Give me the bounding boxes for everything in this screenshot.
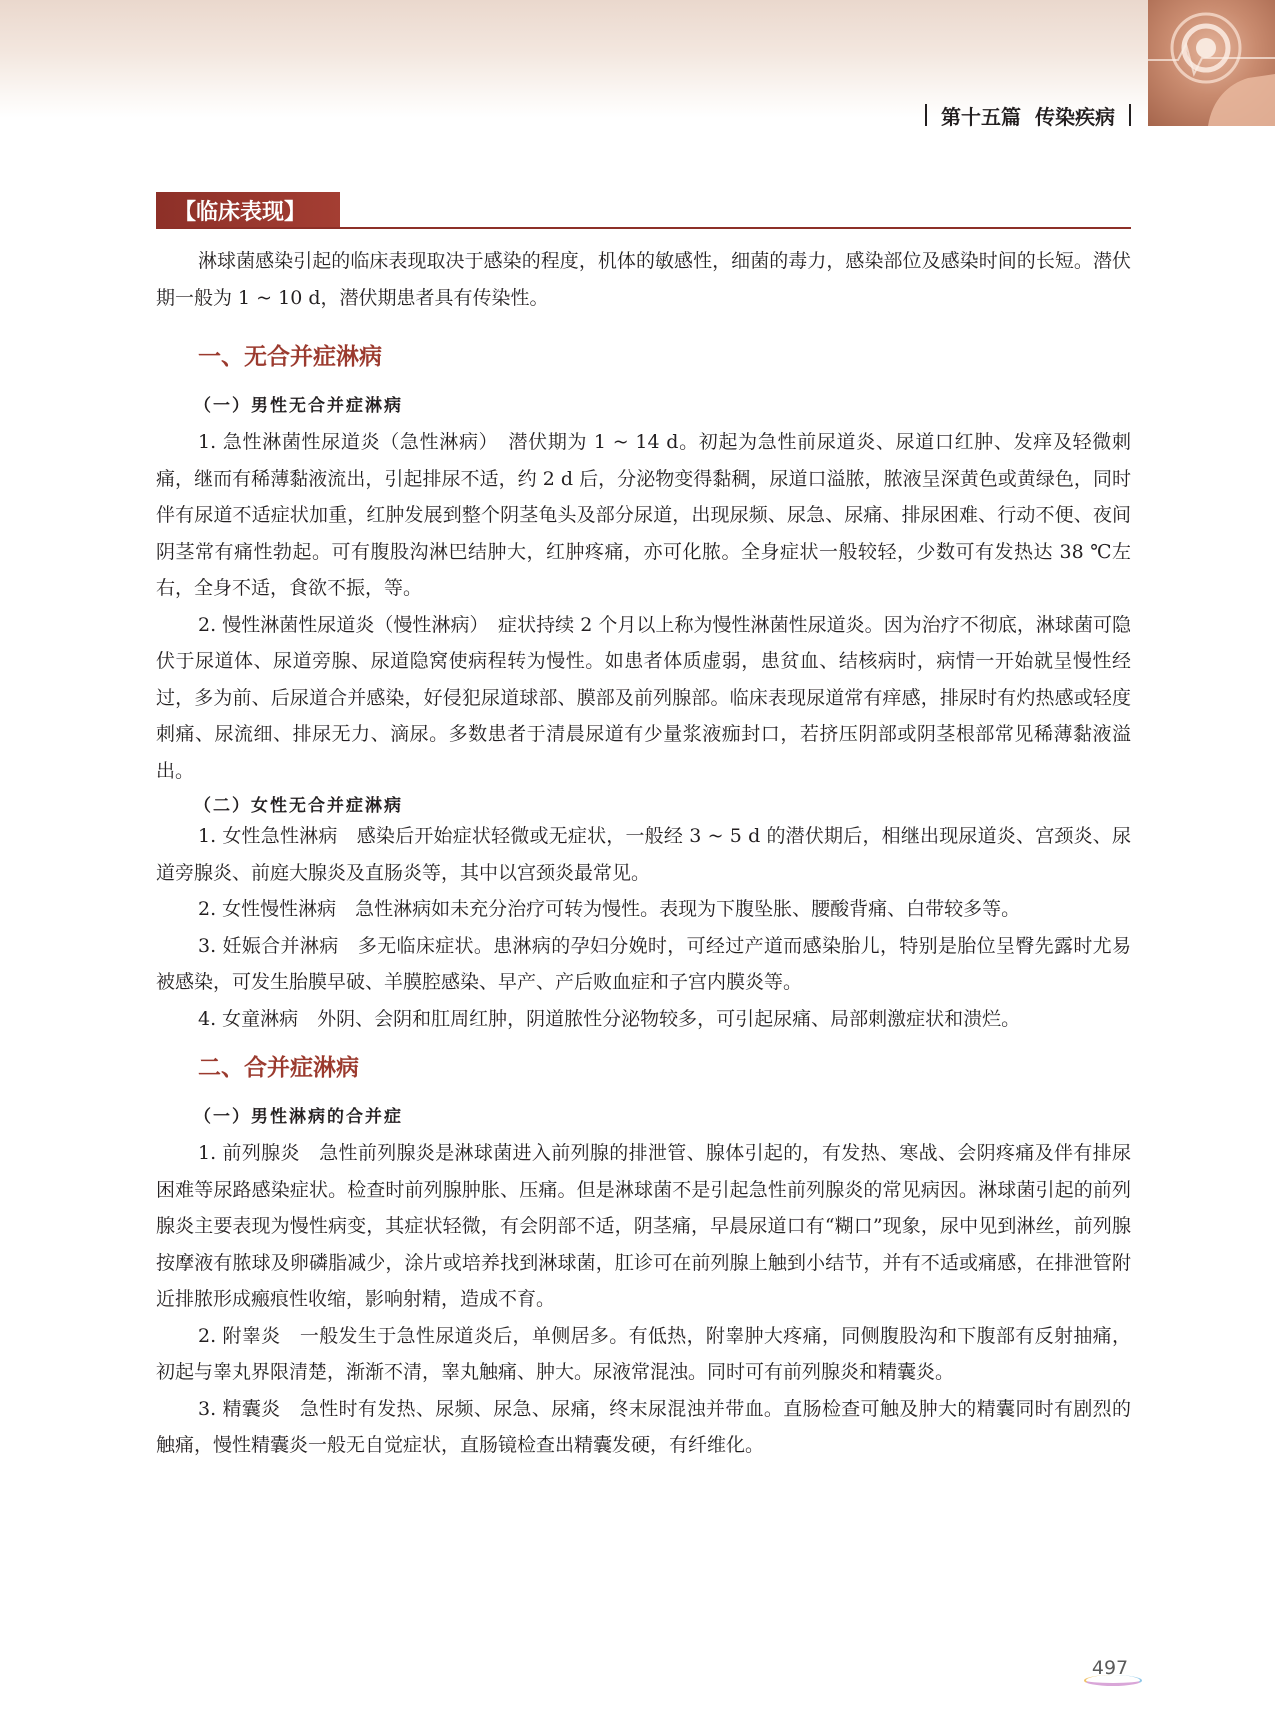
header-title: 传染疾病 <box>1035 104 1115 129</box>
paragraph: 3. 精囊炎 急性时有发热、尿频、尿急、尿痛，终末尿混浊并带血。直肠检查可触及肿大的精囊同时有剧烈的触痛，慢性精囊炎一般无自觉症状，直肠镜检查出精囊发硬，有纤维化。 <box>156 1397 1131 1456</box>
paragraph: 2. 附睾炎 一般发生于急性尿道炎后，单侧居多。有低热，附睾肿大疼痛，同侧腹股沟和下腹部有反射抽痛，初起与睾丸界限清楚，渐渐不清，睾丸触痛、肿大。尿液常混浊。同时可有前列腺炎和精囊炎。 <box>156 1324 1131 1383</box>
heading-level2: （一）男性无合并症淋病 <box>194 396 403 416</box>
paragraph: 1. 急性淋菌性尿道炎（急性淋病） 潜伏期为 1 ~ 14 d。初起为急性前尿道炎、尿道口红肿、发痒及轻微刺痛，继而有稀薄黏液流出，引起排尿不适，约 2 d 后，分泌物变得黏稠，尿道口溢脓，脓液呈深黄色或黄绿色，同时伴有尿道不适症状加重，红肿发展到整个阴茎龟头及部分尿道，出现尿频、尿急、尿痛、排尿困难、行动不便、夜间阴茎常有痛性勃起。可有腹股沟淋巴结肿大，红肿疼痛，亦可化脓。全身症状一般较轻，少数可有发热达 38 ℃左右，全身不适，食欲不振，等。 <box>156 431 1131 599</box>
page-number-swoosh-icon <box>1084 1675 1142 1686</box>
running-header <box>925 100 1131 130</box>
page-number-text: 497 <box>1091 1657 1129 1679</box>
paragraph: 1. 前列腺炎 急性前列腺炎是淋球菌进入前列腺的排泄管、腺体引起的，有发热、寒战、会阴疼痛及伴有排尿困难等尿路感染症状。检查时前列腺肿胀、压痛。但是淋球菌不是引起急性前列腺炎的常见病因。淋球菌引起的前列腺炎主要表现为慢性病变，其症状轻微，有会阴部不适，阴茎痛，早晨尿道口有“糊口”现象，尿中见到淋丝，前列腺按摩液有脓球及卵磷脂减少，涂片或培养找到淋球菌，肛诊可在前列腺上触到小结节，并有不适或痛感，在排泄管附近排脓形成瘢痕性收缩，影响射精，造成不育。 <box>156 1142 1131 1310</box>
paragraph: 3. 妊娠合并淋病 多无临床症状。患淋病的孕妇分娩时，可经过产道而感染胎儿，特别是胎位呈臀先露时尤易被感染，可发生胎膜早破、羊膜腔感染、早产、产后败血症和子宫内膜炎等。 <box>156 934 1131 993</box>
paragraph: 4. 女童淋病 外阴、会阴和肛周红肿，阴道脓性分泌物较多，可引起尿痛、局部刺激症状和溃烂。 <box>198 1007 1021 1030</box>
heading-level2: （一）男性淋病的合并症 <box>194 1107 403 1127</box>
section-rule <box>156 227 1131 229</box>
heading-level1: 二、合并症淋病 <box>198 1055 359 1081</box>
heading-level2: （二）女性无合并症淋病 <box>194 796 403 816</box>
header-corner-image <box>1148 0 1275 126</box>
page-number <box>1080 1657 1140 1685</box>
section-tag: 【临床表现】 <box>156 192 340 228</box>
header-divider <box>925 104 927 126</box>
paragraph: 1. 女性急性淋病 感染后开始症状轻微或无症状，一般经 3 ~ 5 d 的潜伏期后，相继出现尿道炎、宫颈炎、尿道旁腺炎、前庭大腺炎及直肠炎等，其中以宫颈炎最常见。 <box>156 825 1131 884</box>
header-part: 第十五篇 <box>941 104 1021 129</box>
paragraph: 2. 慢性淋菌性尿道炎（慢性淋病） 症状持续 2 个月以上称为慢性淋菌性尿道炎。因为治疗不彻底，淋球菌可隐伏于尿道体、尿道旁腺、尿道隐窝使病程转为慢性。如患者体质虚弱，患贫血、结核病时，病情一开始就呈慢性经过，多为前、后尿道合并感染，好侵犯尿道球部、膜部及前列腺部。临床表现尿道常有痒感，排尿时有灼热感或轻度刺痛、尿流细、排尿无力、滴尿。多数患者于清晨尿道有少量浆液痂封口，若挤压阴部或阴茎根部常见稀薄黏液溢出。 <box>156 613 1131 782</box>
paragraph: 2. 女性慢性淋病 急性淋病如未充分治疗可转为慢性。表现为下腹坠胀、腰酸背痛、白带较多等。 <box>198 898 1021 920</box>
intro-paragraph: 淋球菌感染引起的临床表现取决于感染的程度，机体的敏感性，细菌的毒力，感染部位及感染时间的长短。潜伏期一般为 1 ~ 10 d，潜伏期患者具有传染性。 <box>156 250 1131 309</box>
header-divider <box>1129 104 1131 126</box>
heading-level1: 一、无合并症淋病 <box>198 344 382 370</box>
page-body <box>156 243 1131 1464</box>
